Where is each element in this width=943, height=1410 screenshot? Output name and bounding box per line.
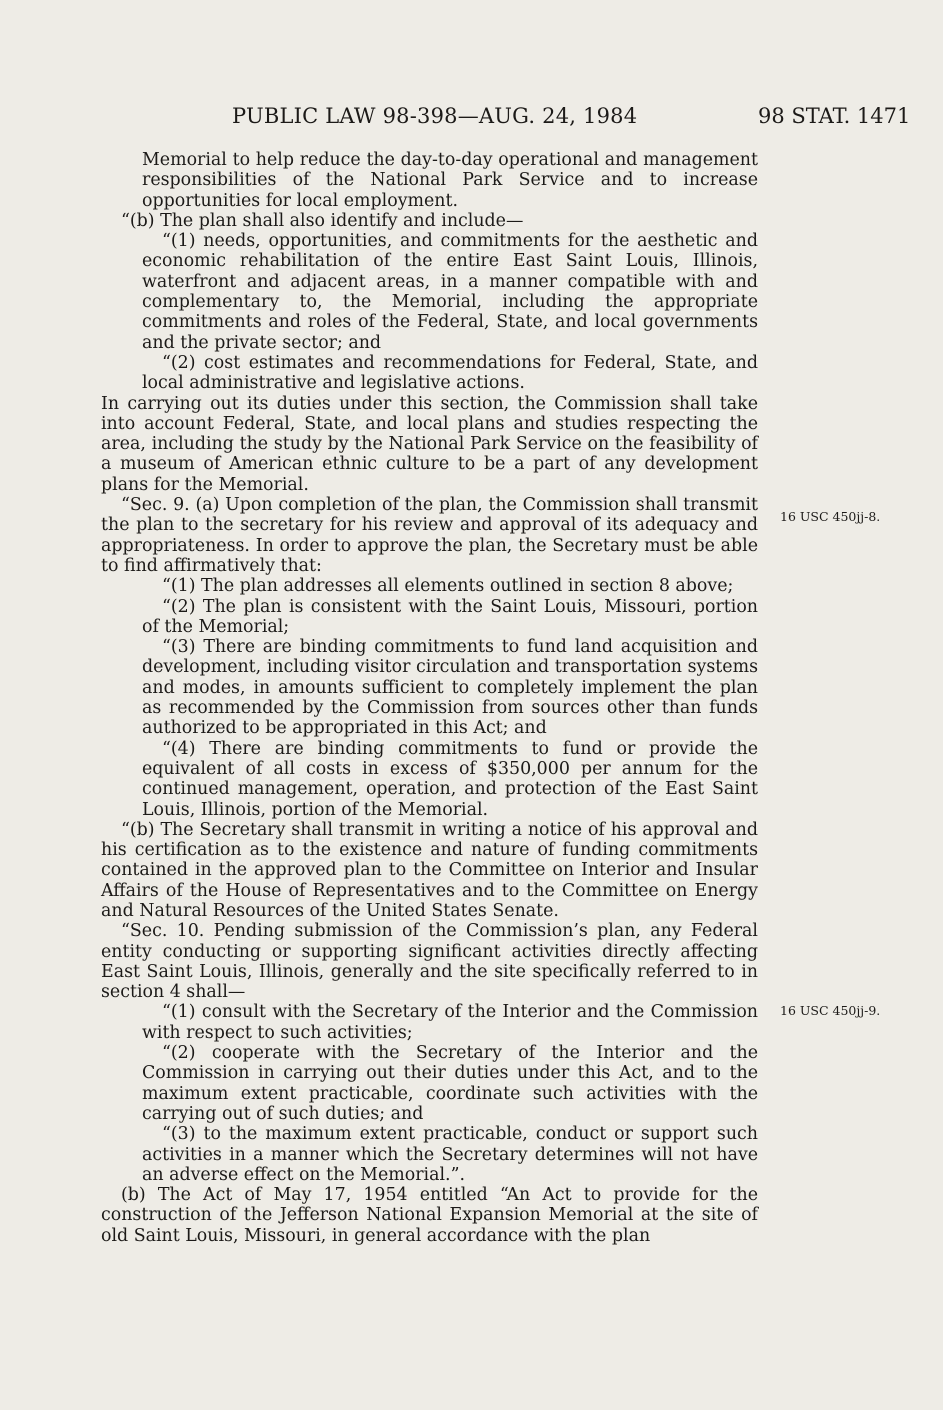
paragraph: “(2) cooperate with the Secretary of the Interior and the Commission in carrying out their duties under this Act, and to the maximum extent practicable, coordinate such activities with the carrying out of such duties; and: [142, 1043, 758, 1124]
paragraph: “(3) There are binding commitments to fund land acquisition and development, including visitor circulation and transportation systems and modes, in amounts sufficient to completely implement the plan as recommended by the Commission from sources other than funds authorized to be appropriated in this Act; and: [142, 637, 758, 739]
paragraph: “(4) There are binding commitments to fund or provide the equivalent of all costs in excess of $350,000 per annum for the continued management, operation, and protection of the East Saint Louis, Illinois, portion of the Memorial.: [142, 738, 758, 820]
paragraph: “(b) The plan shall also identify and include—: [121, 210, 524, 231]
statute-text: [101, 150, 758, 1246]
section-10-paragraph: “Sec. 10. Pending submission of the Commission’s plan, any Federal entity conducting or supporting significant activities directly affecting East Saint Louis, Illinois, generally and the site specifically referred to in section 4 shall—: [101, 921, 758, 1003]
paragraph: “(1) needs, opportunities, and commitments for the aesthetic and economic rehabilitation of the entire East Saint Louis, Illinois, waterfront and adjacent areas, in a manner compatible with and complementary to, the Memorial, including the appropriate commitments and roles of the Federal, State, and local governments and the private sector; and: [142, 231, 758, 353]
paragraph: In carrying out its duties under this section, the Commission shall take into account Federal, State, and local plans and studies respecting the area, including the study by the National Park Service on the feasibility of a museum of American ethnic culture to be a part of any development plans for the Memorial.: [101, 393, 758, 495]
running-header-title: PUBLIC LAW 98-398—AUG. 24, 1984: [232, 104, 638, 128]
paragraph: “(2) The plan is consistent with the Saint Louis, Missouri, portion of the Memorial;: [142, 596, 758, 637]
section-9-paragraph: “Sec. 9. (a) Upon completion of the plan, the Commission shall transmit the plan to the secretary for his review and approval of its adequacy and appropriateness. In order to approve the plan, the Secretary must be able to find affirmatively that:: [101, 495, 758, 576]
paragraph: “(1) consult with the Secretary of the Interior and the Commission with respect to such activities;: [142, 1002, 758, 1043]
paragraph: “(2) cost estimates and recommendations for Federal, State, and local administrative and legislative actions.: [142, 352, 758, 394]
paragraph: “(1) The plan addresses all elements outlined in section 8 above;: [162, 576, 734, 597]
paragraph: (b) The Act of May 17, 1954 entitled “An Act to provide for the construction of the Jefferson National Expansion Memorial at the site of old Saint Louis, Missouri, in general accordance with the plan: [101, 1185, 758, 1246]
page-number: 98 STAT. 1471: [758, 104, 911, 128]
margin-citation-note: 16 USC 450jj-9.: [780, 1003, 881, 1018]
paragraph: “(3) to the maximum extent practicable, conduct or support such activities in a manner which the Secretary determines will not have an adverse effect on the Memorial.”.: [142, 1124, 758, 1185]
margin-citation-note: 16 USC 450jj-8.: [780, 509, 881, 524]
paragraph: Memorial to help reduce the day-to-day operational and management responsibilities of the National Park Service and to increase opportunities for local employment.: [142, 150, 758, 211]
paragraph: “(b) The Secretary shall transmit in writing a notice of his approval and his certification as to the existence and nature of funding commitments contained in the approved plan to the Committee on Interior and Insular Affairs of the House of Representatives and to the Committee on Energy and Natural Resources of the United States Senate.: [101, 819, 758, 921]
